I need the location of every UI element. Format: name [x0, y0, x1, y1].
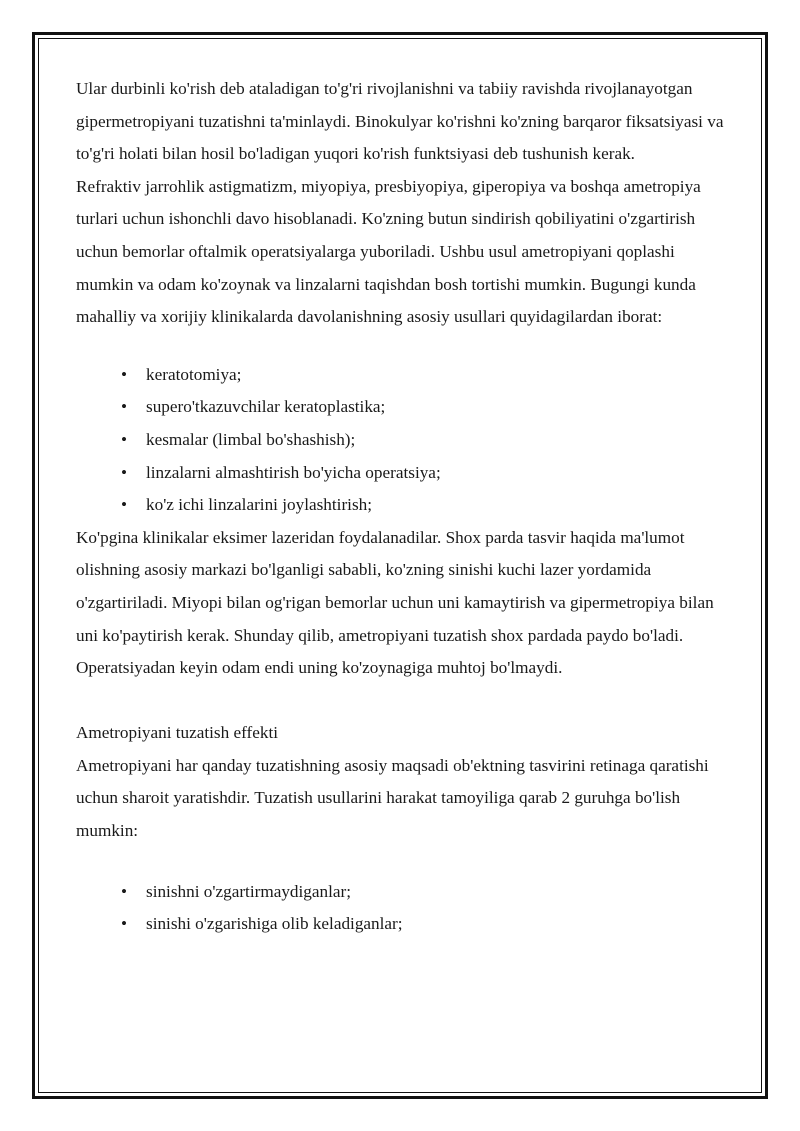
bullet-icon: •	[120, 495, 128, 515]
list-item	[76, 359, 726, 392]
document-body	[76, 73, 726, 941]
list-item	[76, 876, 726, 909]
section-heading: Ametropiyani tuzatish effekti	[76, 723, 279, 743]
list-item-text: linzalarni almashtirish bo'yicha operatsiya;	[146, 462, 441, 482]
bullet-icon: •	[120, 364, 128, 384]
list-item-text: kesmalar (limbal bo'shashish);	[146, 429, 356, 449]
list-item-text: sinishni o'zgartirmaydiganlar;	[146, 881, 351, 901]
bullet-icon: •	[120, 881, 128, 901]
list-item-text: sinishi o'zgarishiga olib keladiganlar;	[146, 914, 403, 934]
list-item	[76, 391, 726, 424]
paragraph-excimer-laser: Ko'pgina klinikalar eksimer lazeridan foydalanadilar. Shox parda tasvir haqida ma'lumot olishning asosiy markazi bo'lganligi sababli, ko'zning sinishi kuchi lazer yordamida o'zgartiriladi. Miyopi bilan og'rigan bemorlar uchun uni kamaytirish va gipermetropiya bilan uni ko'paytirish kerak. Shunday qilib, ametropiyani tuzatish shox pardada paydo bo'ladi. Operatsiyadan keyin odam endi uning ko'zoynagiga muhtoj bo'lmaydi.	[76, 527, 714, 678]
paragraph-refractive-surgery: Refraktiv jarrohlik astigmatizm, miyopiya, presbiyopiya, giperopiya va boshqa ametropiya turlari uchun ishonchli davo hisoblanadi. Ko'zning butun sindirish qobiliyatini o'zgartirish uchun bemorlar oftalmik operatsiyalarga yuboriladi. Ushbu usul ametropiyani qoplashi mumkin va odam ko'zoynak va linzalarni taqishdan bosh tortishi mumkin. Bugungi kunda mahalliy va xorijiy klinikalarda davolanishning asosiy usullari quyidagilardan iborat:	[76, 176, 701, 327]
list-item	[76, 489, 726, 522]
list-item	[76, 457, 726, 490]
bullet-icon: •	[120, 397, 128, 417]
paragraph-correction-goal: Ametropiyani har qanday tuzatishning asosiy maqsadi ob'ektning tasvirini retinaga qaratishi uchun sharoit yaratishdir. Tuzatish usullarini harakat tamoyiliga qarab 2 guruhga bo'lish mumkin:	[76, 755, 709, 841]
list-item	[76, 908, 726, 941]
bullet-icon: •	[120, 429, 128, 449]
bullet-icon: •	[120, 914, 128, 934]
correction-groups-list	[76, 876, 726, 941]
paragraph-binocular-vision: Ular durbinli ko'rish deb ataladigan to'g'ri rivojlanishni va tabiiy ravishda rivojlanayotgan gipermetropiyani tuzatishni ta'minlaydi. Binokulyar ko'rishni ko'zning barqaror fiksatsiyasi va to'g'ri holati bilan hosil bo'ladigan yuqori ko'rish funktsiyasi deb tushunish kerak.	[76, 79, 724, 164]
treatment-methods-list	[76, 359, 726, 522]
list-item-text: keratotomiya;	[146, 364, 242, 384]
list-item-text: ko'z ichi linzalarini joylashtirish;	[146, 495, 373, 515]
list-item	[76, 424, 726, 457]
bullet-icon: •	[120, 462, 128, 482]
list-item-text: supero'tkazuvchilar keratoplastika;	[146, 397, 386, 417]
